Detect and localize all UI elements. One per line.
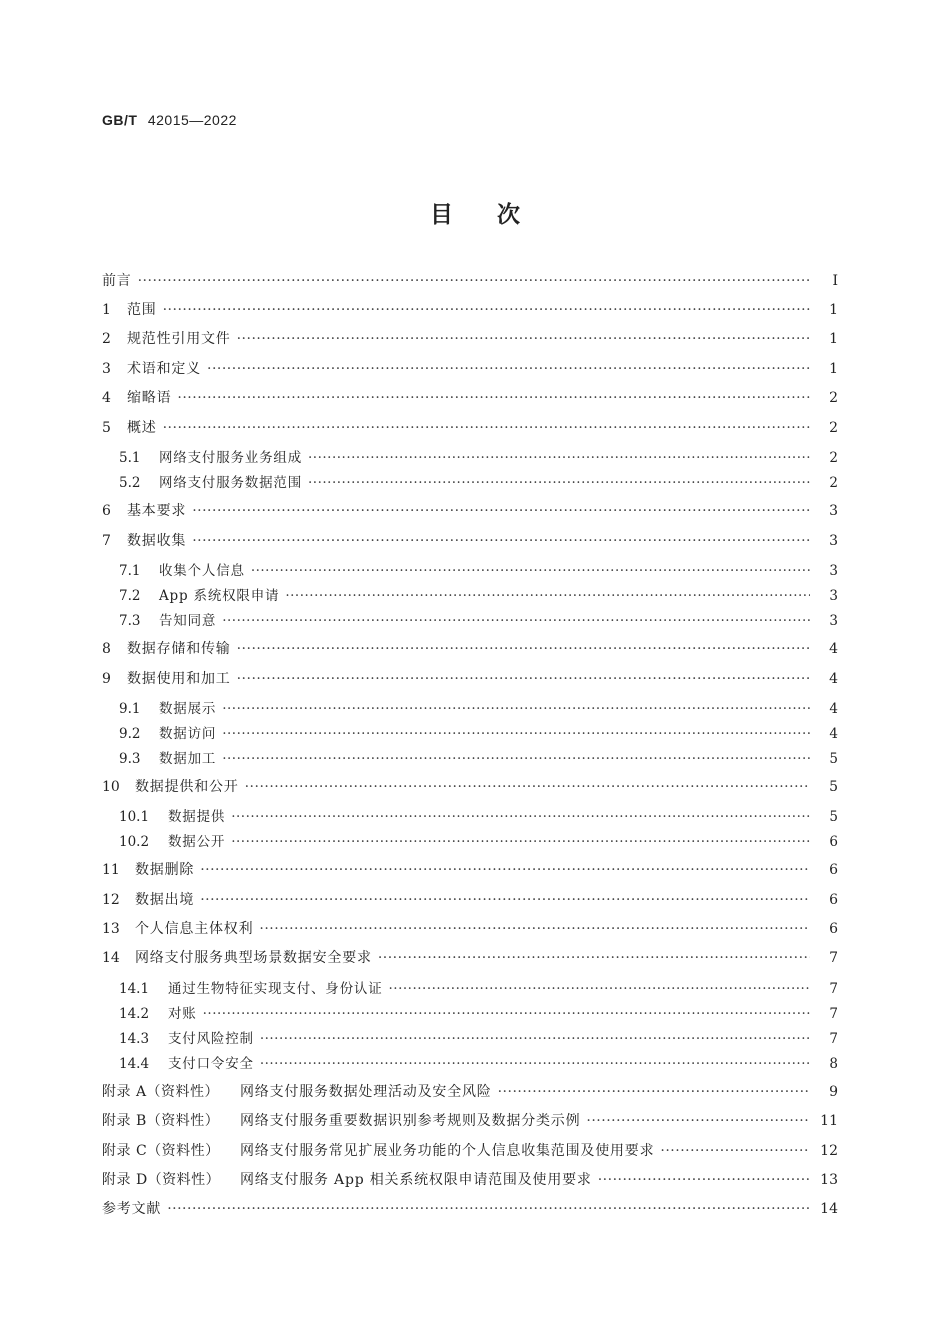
toc-entry-label: 数据展示 <box>159 701 217 717</box>
toc-entry[interactable] <box>102 387 838 411</box>
toc-leader-dots <box>285 588 810 604</box>
toc-entry-number: 2 <box>102 331 111 347</box>
toc-entry-number: 7.2 <box>119 588 141 604</box>
toc-entry[interactable] <box>119 446 838 470</box>
toc-entry[interactable] <box>102 417 838 441</box>
toc-entry[interactable] <box>119 1052 838 1076</box>
toc-entry-label: 前言 <box>102 273 132 289</box>
toc-entry[interactable] <box>102 1140 838 1164</box>
toc-entry[interactable] <box>119 805 838 829</box>
toc-entry-number: 7.1 <box>119 563 141 579</box>
toc-entry-page: 4 <box>829 671 838 687</box>
toc-entry-number: 9 <box>102 671 111 687</box>
toc-leader-dots <box>260 1056 810 1072</box>
toc-entry-label: 数据访问 <box>159 726 217 742</box>
standard-number: 42015—2022 <box>147 112 237 128</box>
toc-entry-number: 9.3 <box>119 751 141 767</box>
toc-entry[interactable] <box>102 530 838 554</box>
toc-entry[interactable] <box>102 889 838 913</box>
toc-leader-dots <box>251 563 810 579</box>
toc-entry-number: 14.4 <box>119 1056 150 1072</box>
toc-entry[interactable] <box>119 977 838 1001</box>
toc-entry-page: 6 <box>829 921 838 937</box>
standard-header <box>102 112 237 128</box>
toc-entry[interactable] <box>119 747 838 771</box>
toc-entry-number: 3 <box>102 361 111 377</box>
toc-entry-number: 附录 B（资料性） <box>102 1113 220 1129</box>
toc-entry[interactable] <box>102 918 838 942</box>
toc-entry[interactable] <box>119 722 838 746</box>
toc-entry-label: 收集个人信息 <box>159 563 245 579</box>
toc-entry-page: 4 <box>829 726 838 742</box>
toc-entry-number: 附录 D（资料性） <box>102 1172 221 1188</box>
toc-entry-page: 3 <box>829 503 838 519</box>
toc-entry-page: 2 <box>829 450 838 466</box>
toc-entry-number: 4 <box>102 390 111 406</box>
toc-entry-page: 3 <box>829 588 838 604</box>
toc-leader-dots <box>237 331 810 347</box>
toc-leader-dots <box>245 779 810 795</box>
toc-entry-label: 范围 <box>127 302 157 318</box>
toc-entry-label: 数据出境 <box>135 892 195 908</box>
toc-entry-page: 6 <box>829 834 838 850</box>
toc-entry-number: 10 <box>102 779 120 795</box>
toc-entry[interactable] <box>119 1027 838 1051</box>
toc-entry-label: 网络支付服务典型场景数据安全要求 <box>135 950 372 966</box>
toc-entry-label: 网络支付服务数据范围 <box>159 475 302 491</box>
toc-entry[interactable] <box>102 270 838 294</box>
toc-entry-page: 5 <box>829 779 838 795</box>
toc-entry[interactable] <box>119 1002 838 1026</box>
toc-entry-page: 2 <box>829 420 838 436</box>
toc-entry-page: 4 <box>829 701 838 717</box>
toc-leader-dots <box>259 921 810 937</box>
toc-leader-dots <box>222 726 810 742</box>
toc-entry-page: 2 <box>829 475 838 491</box>
toc-entry-label: 术语和定义 <box>127 361 201 377</box>
toc-entry-page: 6 <box>829 892 838 908</box>
toc-entry-page: 7 <box>829 1031 838 1047</box>
toc-entry[interactable] <box>102 638 838 662</box>
toc-entry-label: 个人信息主体权利 <box>135 921 254 937</box>
toc-entry-number: 9.2 <box>119 726 141 742</box>
toc-entry-page: 3 <box>829 533 838 549</box>
toc-entry-label: 对账 <box>168 1006 197 1022</box>
toc-leader-dots <box>222 613 810 629</box>
toc-entry-label: 网络支付服务常见扩展业务功能的个人信息收集范围及使用要求 <box>240 1143 655 1159</box>
toc-entry[interactable] <box>102 859 838 883</box>
toc-entry[interactable] <box>102 358 838 382</box>
toc-entry-page: 3 <box>829 563 838 579</box>
toc-entry-page: 12 <box>820 1143 838 1159</box>
page-title: 目次 <box>430 202 564 228</box>
toc-entry-page: 1 <box>829 331 838 347</box>
toc-leader-dots <box>222 751 810 767</box>
toc-leader-dots <box>200 862 810 878</box>
toc-entry[interactable] <box>102 668 838 692</box>
toc-entry-number: 5.1 <box>119 450 141 466</box>
toc-leader-dots <box>231 834 810 850</box>
toc-entry-page: 1 <box>829 361 838 377</box>
toc-entry-label: 支付风险控制 <box>168 1031 254 1047</box>
toc-entry-label: 支付口令安全 <box>168 1056 254 1072</box>
toc-entry-number: 14.1 <box>119 981 150 997</box>
toc-leader-dots <box>163 302 810 318</box>
toc-entry-number: 附录 C（资料性） <box>102 1143 220 1159</box>
toc-entry-page: 2 <box>829 390 838 406</box>
toc-entry-label: App 系统权限申请 <box>159 588 280 604</box>
toc-entry-page: 13 <box>820 1172 838 1188</box>
toc-entry-number: 7 <box>102 533 111 549</box>
toc-entry[interactable] <box>119 471 838 495</box>
toc-entry-page: 7 <box>829 950 838 966</box>
toc-entry-number: 13 <box>102 921 120 937</box>
toc-entry-number: 1 <box>102 302 111 318</box>
toc-entry[interactable] <box>119 830 838 854</box>
toc-entry[interactable] <box>102 1198 838 1222</box>
toc-entry-label: 网络支付服务 App 相关系统权限申请范围及使用要求 <box>240 1172 592 1188</box>
toc-entry-number: 14.2 <box>119 1006 150 1022</box>
toc-entry-number: 11 <box>102 862 120 878</box>
toc-entry-page: 8 <box>829 1056 838 1072</box>
toc-entry-page: I <box>832 273 838 289</box>
toc-entry-number: 14.3 <box>119 1031 150 1047</box>
toc-entry-label: 数据删除 <box>135 862 195 878</box>
toc-leader-dots <box>192 503 810 519</box>
toc-entry-label: 网络支付服务业务组成 <box>159 450 302 466</box>
toc-leader-dots <box>237 671 810 687</box>
toc-leader-dots <box>389 981 811 997</box>
toc-entry-page: 6 <box>829 862 838 878</box>
toc-leader-dots <box>200 892 810 908</box>
toc-entry-page: 7 <box>829 1006 838 1022</box>
toc-entry-label: 网络支付服务重要数据识别参考规则及数据分类示例 <box>240 1113 581 1129</box>
toc-leader-dots <box>207 361 810 377</box>
toc-entry-page: 9 <box>829 1084 838 1100</box>
toc-entry-label: 数据收集 <box>127 533 187 549</box>
toc-entry[interactable] <box>119 584 838 608</box>
toc-entry-page: 7 <box>829 981 838 997</box>
toc-entry[interactable] <box>119 697 838 721</box>
toc-entry[interactable] <box>102 328 838 352</box>
toc-entry[interactable] <box>102 299 838 323</box>
toc-leader-dots <box>203 1006 810 1022</box>
toc-entry[interactable] <box>102 947 838 971</box>
toc-leader-dots <box>378 950 810 966</box>
toc-entry-label: 缩略语 <box>127 390 172 406</box>
toc-entry-number: 6 <box>102 503 111 519</box>
standard-code: GB/T <box>102 112 138 128</box>
toc-entry-label: 数据使用和加工 <box>127 671 231 687</box>
toc-leader-dots <box>308 450 810 466</box>
toc-entry-page: 11 <box>820 1113 838 1129</box>
toc-leader-dots <box>231 809 810 825</box>
toc-entry-label: 告知同意 <box>159 613 217 629</box>
toc-entry-label: 概述 <box>127 420 157 436</box>
toc-leader-dots <box>163 420 810 436</box>
toc-entry-page: 1 <box>829 302 838 318</box>
toc-entry[interactable] <box>102 1169 838 1193</box>
toc-entry-label: 参考文献 <box>102 1201 162 1217</box>
toc-entry-number: 14 <box>102 950 120 966</box>
toc-entry-number: 5.2 <box>119 475 141 491</box>
toc-leader-dots <box>237 641 810 657</box>
toc-leader-dots <box>498 1084 810 1100</box>
toc-entry-label: 规范性引用文件 <box>127 331 231 347</box>
toc-entry-page: 4 <box>829 641 838 657</box>
toc-entry-number: 10.1 <box>119 809 150 825</box>
toc-leader-dots <box>260 1031 810 1047</box>
toc-entry[interactable] <box>102 776 838 800</box>
toc-leader-dots <box>138 273 810 289</box>
toc-entry-label: 基本要求 <box>127 503 187 519</box>
toc-entry-number: 10.2 <box>119 834 150 850</box>
toc-entry[interactable] <box>102 1110 838 1134</box>
toc-entry[interactable] <box>119 609 838 633</box>
toc-entry-number: 9.1 <box>119 701 141 717</box>
toc-entry-label: 数据加工 <box>159 751 217 767</box>
toc-entry-page: 5 <box>829 751 838 767</box>
toc-leader-dots <box>586 1113 810 1129</box>
toc-entry-number: 8 <box>102 641 111 657</box>
toc-entry-number: 12 <box>102 892 120 908</box>
toc-entry[interactable] <box>102 1081 838 1105</box>
toc-entry-label: 数据提供和公开 <box>135 779 239 795</box>
toc-entry-number: 附录 A（资料性） <box>102 1084 220 1100</box>
toc-entry-page: 14 <box>820 1201 838 1217</box>
toc-entry-label: 数据存储和传输 <box>127 641 231 657</box>
toc-entry-label: 数据提供 <box>168 809 226 825</box>
toc-entry-label: 通过生物特征实现支付、身份认证 <box>168 981 383 997</box>
toc-leader-dots <box>167 1201 810 1217</box>
toc-leader-dots <box>660 1143 810 1159</box>
toc-entry[interactable] <box>102 500 838 524</box>
toc-leader-dots <box>177 390 810 406</box>
toc-leader-dots <box>192 533 810 549</box>
toc-leader-dots <box>308 475 810 491</box>
toc-entry-label: 网络支付服务数据处理活动及安全风险 <box>240 1084 492 1100</box>
toc-leader-dots <box>222 701 810 717</box>
toc-entry-label: 数据公开 <box>168 834 226 850</box>
toc-entry-number: 5 <box>102 420 111 436</box>
toc-entry-page: 5 <box>829 809 838 825</box>
toc-entry-number: 7.3 <box>119 613 141 629</box>
toc-leader-dots <box>598 1172 810 1188</box>
toc-entry[interactable] <box>119 559 838 583</box>
toc-entry-page: 3 <box>829 613 838 629</box>
